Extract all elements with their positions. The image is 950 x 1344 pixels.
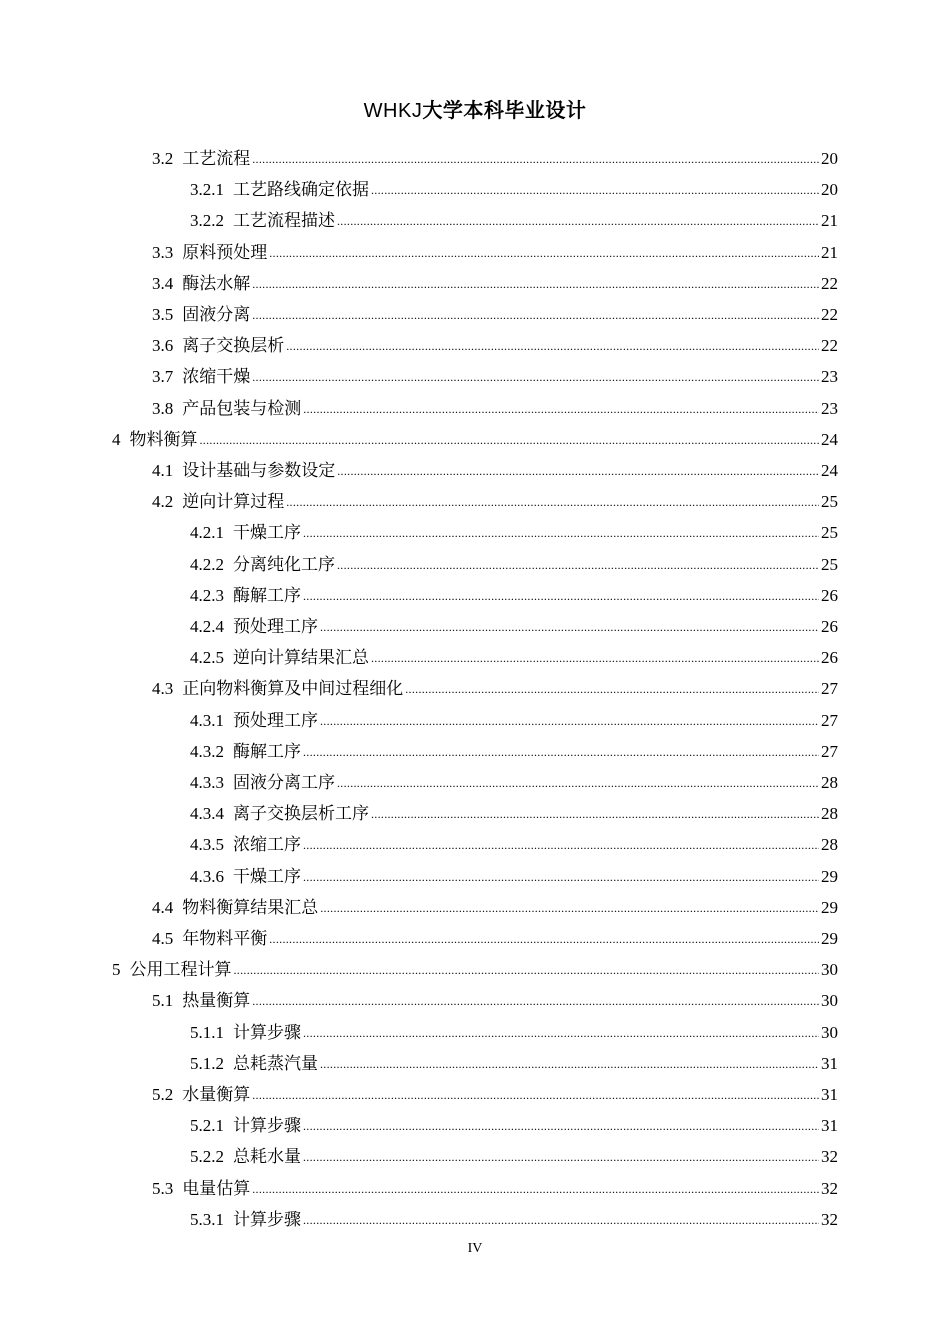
toc-entry-title: 逆向计算过程 bbox=[182, 492, 285, 512]
toc-entry-page: 27 bbox=[821, 741, 838, 761]
toc-entry-number: 4.3.2 bbox=[190, 741, 224, 761]
toc-dot-leader bbox=[371, 647, 819, 669]
toc-entry-page: 27 bbox=[821, 679, 838, 699]
toc-entry-page: 22 bbox=[821, 336, 838, 356]
toc-entry-page: 30 bbox=[821, 960, 838, 980]
toc-entry-title: 浓缩干燥 bbox=[182, 367, 251, 387]
toc-entry-number: 4.2.3 bbox=[190, 585, 224, 605]
toc-entry-title: 酶法水解 bbox=[182, 273, 251, 293]
toc-entry-number: 4.3.4 bbox=[190, 804, 224, 824]
toc-entry[interactable] bbox=[152, 233, 838, 264]
toc-dot-leader bbox=[303, 1209, 819, 1231]
toc-entry-title: 干燥工序 bbox=[233, 523, 301, 543]
toc-dot-leader bbox=[286, 491, 819, 513]
toc-entry[interactable] bbox=[152, 139, 838, 170]
toc-entry-page: 32 bbox=[821, 1209, 838, 1229]
toc-entry[interactable] bbox=[190, 1013, 838, 1044]
toc-dot-leader bbox=[303, 585, 819, 607]
toc-entry-title: 工艺流程描述 bbox=[233, 211, 335, 231]
toc-entry-page: 21 bbox=[821, 211, 838, 231]
toc-entry-title: 逆向计算结果汇总 bbox=[233, 648, 369, 668]
toc-entry-title: 电量估算 bbox=[182, 1178, 251, 1198]
toc-entry[interactable] bbox=[190, 576, 838, 607]
toc-entry-number: 5.1.1 bbox=[190, 1022, 224, 1042]
toc-entry-page: 30 bbox=[821, 991, 838, 1011]
toc-entry-page: 25 bbox=[821, 554, 838, 574]
toc-entry-title: 离子交换层析工序 bbox=[233, 804, 369, 824]
toc-entry-title: 正向物料衡算及中间过程细化 bbox=[182, 679, 404, 699]
toc-dot-leader bbox=[269, 928, 819, 950]
toc-entry-number: 5.2.2 bbox=[190, 1147, 224, 1167]
toc-entry-number: 5.1.2 bbox=[190, 1053, 224, 1073]
toc-entry[interactable] bbox=[190, 794, 838, 825]
toc-entry-number: 4.4 bbox=[152, 897, 174, 917]
toc-entry-number: 4.2.2 bbox=[190, 554, 224, 574]
toc-entry[interactable] bbox=[190, 857, 838, 888]
toc-entry-page: 24 bbox=[821, 461, 838, 480]
toc-entry-number: 3.2.1 bbox=[190, 180, 224, 200]
toc-entry-page: 31 bbox=[821, 1085, 838, 1104]
toc-entry-number: 4.5 bbox=[152, 929, 174, 948]
toc-dot-leader bbox=[286, 335, 819, 357]
toc-entry-title: 产品包装与检测 bbox=[182, 398, 302, 418]
toc-entry-page: 26 bbox=[821, 585, 838, 605]
toc-entry-title: 浓缩工序 bbox=[233, 835, 301, 855]
toc-entry-number: 3.4 bbox=[152, 273, 174, 293]
toc-entry-number: 4.3.5 bbox=[190, 835, 224, 855]
toc-entry-title: 预处理工序 bbox=[233, 617, 318, 636]
toc-entry[interactable] bbox=[152, 1075, 838, 1106]
toc-entry-page: 28 bbox=[821, 773, 838, 792]
toc-entry[interactable] bbox=[190, 825, 838, 856]
toc-entry-number: 3.5 bbox=[152, 305, 174, 324]
header-latin: WHKJ bbox=[363, 100, 423, 122]
toc-dot-leader bbox=[337, 210, 819, 232]
toc-entry-title: 年物料平衡 bbox=[182, 929, 268, 948]
toc-entry-title: 热量衡算 bbox=[182, 991, 251, 1011]
toc-dot-leader bbox=[337, 772, 819, 794]
toc-entry-title: 固液分离工序 bbox=[233, 773, 335, 792]
toc-entry-page: 25 bbox=[821, 523, 838, 543]
toc-entry-number: 5.3 bbox=[152, 1178, 174, 1198]
toc-entry[interactable] bbox=[112, 950, 838, 981]
toc-entry[interactable] bbox=[152, 326, 838, 357]
toc-dot-leader bbox=[320, 616, 819, 638]
toc-dot-leader bbox=[303, 1146, 819, 1168]
toc-entry-number: 5.3.1 bbox=[190, 1209, 224, 1229]
toc-entry-number: 3.6 bbox=[152, 336, 174, 356]
toc-dot-leader bbox=[252, 148, 819, 170]
toc-entry-page: 28 bbox=[821, 835, 838, 855]
toc-dot-leader bbox=[303, 1022, 819, 1044]
toc-entry[interactable] bbox=[190, 638, 838, 669]
toc-entry-number: 3.2 bbox=[152, 149, 174, 168]
toc-entry-page: 26 bbox=[821, 617, 838, 636]
toc-entry-page: 30 bbox=[821, 1022, 838, 1042]
toc-entry[interactable] bbox=[190, 732, 838, 763]
toc-dot-leader bbox=[234, 959, 820, 981]
toc-entry-page: 22 bbox=[821, 305, 838, 324]
toc-entry-title: 公用工程计算 bbox=[129, 960, 232, 980]
toc-entry-page: 20 bbox=[821, 180, 838, 200]
toc-entry-number: 3.2.2 bbox=[190, 211, 224, 231]
toc-entry-page: 29 bbox=[821, 929, 838, 948]
toc-entry-number: 4.2.5 bbox=[190, 648, 224, 668]
toc-entry[interactable] bbox=[152, 295, 838, 326]
toc-dot-leader bbox=[252, 273, 819, 295]
toc-dot-leader bbox=[337, 554, 819, 576]
toc-entry-title: 总耗蒸汽量 bbox=[233, 1053, 318, 1073]
toc-dot-leader bbox=[200, 429, 820, 451]
toc-entry[interactable] bbox=[152, 669, 838, 700]
toc-entry[interactable] bbox=[152, 451, 838, 482]
toc-entry-number: 3.7 bbox=[152, 367, 174, 387]
toc-entry-page: 28 bbox=[821, 804, 838, 824]
toc-entry[interactable] bbox=[190, 201, 838, 232]
toc-dot-leader bbox=[303, 522, 819, 544]
toc-entry[interactable] bbox=[190, 1137, 838, 1168]
toc-entry-title: 原料预处理 bbox=[182, 242, 268, 262]
toc-entry-page: 23 bbox=[821, 367, 838, 387]
toc-entry-number: 3.8 bbox=[152, 398, 174, 418]
toc-entry-number: 4.3.1 bbox=[190, 710, 224, 730]
toc-entry-page: 25 bbox=[821, 492, 838, 512]
toc-dot-leader bbox=[337, 460, 819, 482]
toc-entry-number: 4.1 bbox=[152, 461, 174, 480]
toc-entry[interactable] bbox=[190, 701, 838, 732]
toc-entry-page: 24 bbox=[821, 429, 838, 449]
toc-entry-number: 3.3 bbox=[152, 242, 174, 262]
toc-entry-title: 物料衡算结果汇总 bbox=[182, 897, 319, 917]
toc-entry[interactable] bbox=[190, 545, 838, 576]
toc-entry-page: 22 bbox=[821, 273, 838, 293]
toc-entry-number: 4.3.6 bbox=[190, 866, 224, 886]
toc-entry-title: 工艺流程 bbox=[182, 149, 251, 168]
toc-dot-leader bbox=[303, 398, 819, 420]
toc-entry-page: 29 bbox=[821, 897, 838, 917]
toc-entry[interactable] bbox=[152, 1169, 838, 1200]
toc-entry-title: 水量衡算 bbox=[182, 1085, 251, 1104]
page-number: IV bbox=[467, 1241, 483, 1256]
toc-entry[interactable] bbox=[152, 888, 838, 919]
toc-entry-number: 5.1 bbox=[152, 991, 174, 1011]
toc-entry-page: 20 bbox=[821, 149, 838, 168]
toc-entry-title: 固液分离 bbox=[182, 305, 251, 324]
toc-entry[interactable] bbox=[190, 1200, 838, 1231]
toc-entry-title: 总耗水量 bbox=[233, 1147, 301, 1167]
toc-entry-title: 酶解工序 bbox=[233, 585, 301, 605]
toc-entry[interactable] bbox=[152, 919, 838, 950]
toc-entry-number: 5 bbox=[112, 960, 121, 980]
toc-entry-number: 4.3.3 bbox=[190, 773, 224, 792]
toc-entry-number: 5.2.1 bbox=[190, 1116, 224, 1136]
toc-entry-title: 酶解工序 bbox=[233, 741, 301, 761]
toc-entry-title: 预处理工序 bbox=[233, 710, 318, 730]
toc-entry-number: 4.3 bbox=[152, 679, 174, 699]
toc-entry-page: 31 bbox=[821, 1053, 838, 1073]
toc-entry-number: 4 bbox=[112, 429, 121, 449]
toc-entry-number: 4.2 bbox=[152, 492, 174, 512]
toc-entry-page: 23 bbox=[821, 398, 838, 418]
toc-entry-page: 32 bbox=[821, 1178, 838, 1198]
toc-entry-title: 离子交换层析 bbox=[182, 336, 285, 356]
toc-entry-page: 21 bbox=[821, 242, 838, 262]
toc-entry-title: 干燥工序 bbox=[233, 866, 301, 886]
toc-entry[interactable] bbox=[152, 981, 838, 1012]
toc-dot-leader bbox=[371, 179, 819, 201]
page-header bbox=[0, 94, 950, 123]
header-title: 大学本科毕业设计 bbox=[422, 98, 587, 122]
toc-dot-leader bbox=[252, 1084, 819, 1106]
toc-entry[interactable] bbox=[190, 763, 838, 794]
toc-entry-page: 26 bbox=[821, 648, 838, 668]
toc-entry[interactable] bbox=[152, 357, 838, 388]
toc-dot-leader bbox=[303, 866, 819, 888]
toc-entry-title: 计算步骤 bbox=[233, 1209, 301, 1229]
toc-dot-leader bbox=[320, 897, 819, 919]
toc-entry-page: 29 bbox=[821, 866, 838, 886]
toc-dot-leader bbox=[371, 803, 819, 825]
toc-dot-leader bbox=[320, 1053, 819, 1075]
toc-entry-title: 计算步骤 bbox=[233, 1022, 301, 1042]
toc-entry-page: 27 bbox=[821, 710, 838, 730]
toc-dot-leader bbox=[303, 1115, 819, 1137]
toc-dot-leader bbox=[303, 741, 819, 763]
toc-entry[interactable] bbox=[190, 1106, 838, 1137]
toc-entry-title: 工艺路线确定依据 bbox=[233, 180, 369, 200]
toc-entry-title: 分离纯化工序 bbox=[233, 554, 335, 574]
toc-entry-number: 4.2.1 bbox=[190, 523, 224, 543]
toc-entry-title: 物料衡算 bbox=[129, 429, 198, 449]
toc-entry[interactable] bbox=[152, 389, 838, 420]
toc-dot-leader bbox=[252, 304, 819, 326]
toc-entry[interactable] bbox=[112, 420, 838, 451]
toc-dot-leader bbox=[405, 678, 819, 700]
toc-entry[interactable] bbox=[190, 170, 838, 201]
toc-dot-leader bbox=[303, 834, 819, 856]
toc-entry[interactable] bbox=[152, 264, 838, 295]
toc-dot-leader bbox=[269, 242, 819, 264]
toc-entry[interactable] bbox=[190, 513, 838, 544]
toc-entry-number: 4.2.4 bbox=[190, 617, 224, 636]
toc-dot-leader bbox=[252, 366, 819, 388]
toc-dot-leader bbox=[252, 1178, 819, 1200]
toc-entry-page: 32 bbox=[821, 1147, 838, 1167]
toc-entry-page: 31 bbox=[821, 1116, 838, 1136]
toc-dot-leader bbox=[252, 990, 819, 1012]
toc-dot-leader bbox=[320, 710, 819, 732]
toc-entry[interactable] bbox=[190, 607, 838, 638]
toc-entry-title: 设计基础与参数设定 bbox=[182, 461, 336, 480]
toc-entry[interactable] bbox=[190, 1044, 838, 1075]
toc-entry-number: 5.2 bbox=[152, 1085, 174, 1104]
toc-entry-title: 计算步骤 bbox=[233, 1116, 301, 1136]
toc-entry[interactable] bbox=[152, 482, 838, 513]
